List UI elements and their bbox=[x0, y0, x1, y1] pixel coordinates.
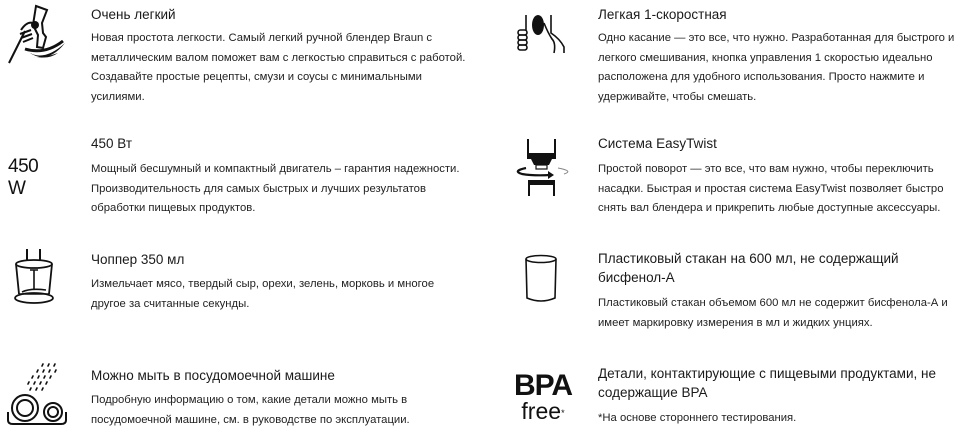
dishwasher-safe-icon bbox=[5, 362, 67, 426]
beaker-icon bbox=[524, 254, 558, 304]
feature-description: Подробную информацию о том, какие детали можно мыть в посудомоечной машине, см. в руководстве по эксплуатации. bbox=[91, 394, 410, 426]
bpa-free-icon bbox=[508, 369, 578, 424]
feature-description: Измельчает мясо, твердый сыр, орехи, зелень, морковь и многое другое за считанные секунды. bbox=[91, 278, 435, 310]
feature-title: Можно мыть в посудомоечной машине bbox=[91, 368, 335, 383]
feature-description: Одно касание — это все, что нужно. Разработанная для быстрого и легкого смешивания, кнопка управления 1 скоростью идеально расположена для удобного использования. Просто нажмите и удерживайте, чтобы смешать. bbox=[598, 32, 955, 103]
free-label: free* bbox=[521, 398, 565, 424]
feature-title: Чоппер 350 мл bbox=[91, 252, 185, 267]
feature-title: Пластиковый стакан на 600 мл, не содержащий бисфенол-А bbox=[598, 251, 899, 285]
feature-description: Новая простота легкости. Самый легкий ручной блендер Braun с металлическим валом поможет вам с легкостью справиться с работой. Создавайте простые рецепты, смузи и соусы с минимальными усилиями. bbox=[91, 32, 466, 103]
feature-title: Система EasyTwist bbox=[598, 136, 717, 151]
one-speed-button-icon bbox=[514, 13, 574, 55]
feature-description: Пластиковый стакан объемом 600 мл не содержит бисфенола-А и имеет маркировку измерения в мл и жидких унциях. bbox=[598, 297, 948, 329]
hand-blender-feather-icon bbox=[3, 3, 69, 65]
feature-description: Мощный бесшумный и компактный двигатель – гарантия надежности. Производительность для самых быстрых и лучших результатов обработки пищевых продуктов. bbox=[91, 163, 460, 214]
feature-title: 450 Вт bbox=[91, 136, 133, 151]
chopper-icon bbox=[12, 248, 58, 308]
power-450w-icon: 450 W bbox=[8, 156, 39, 199]
feature-title: Легкая 1-скоростная bbox=[598, 7, 727, 22]
easytwist-icon bbox=[512, 138, 580, 196]
bpa-label: BPA bbox=[513, 369, 573, 402]
feature-description: Простой поворот — это все, что вам нужно, чтобы переключить насадки. Быстрая и простая система EasyTwist позволяет быстро снять вал блендера и прикрепить любые доступные аксессуары. bbox=[598, 163, 944, 214]
feature-title: Очень легкий bbox=[91, 7, 176, 22]
feature-title: Детали, контактирующие с пищевыми продуктами, не содержащие BPA bbox=[598, 366, 936, 400]
feature-description: *На основе стороннего тестирования. bbox=[598, 412, 797, 424]
